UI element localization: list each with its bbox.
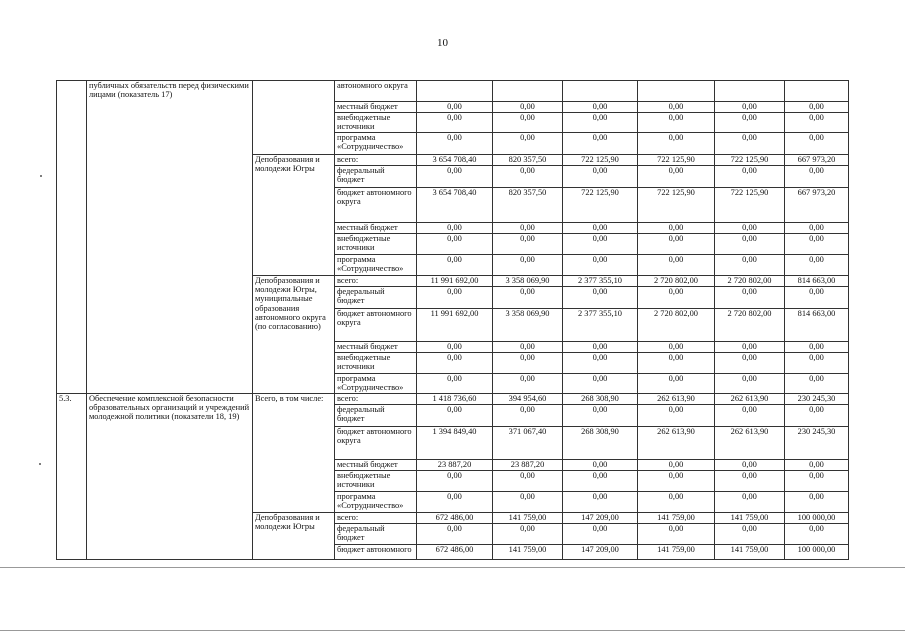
amount-cell: 0,00 bbox=[715, 460, 785, 471]
amount-cell: 722 125,90 bbox=[563, 155, 638, 166]
amount-cell: 262 613,90 bbox=[715, 394, 785, 405]
amount-cell: 0,00 bbox=[563, 223, 638, 234]
amount-cell: 2 720 802,00 bbox=[638, 276, 715, 287]
amount-cell: 0,00 bbox=[493, 353, 563, 374]
amount-cell: 722 125,90 bbox=[638, 155, 715, 166]
funding-source-cell: местный бюджет bbox=[335, 460, 417, 471]
amount-cell: 0,00 bbox=[563, 492, 638, 513]
table-row bbox=[57, 81, 849, 102]
funding-source-cell: внебюджетные источники bbox=[335, 471, 417, 492]
amount-cell: 11 991 692,00 bbox=[417, 309, 493, 342]
amount-cell: 147 209,00 bbox=[563, 513, 638, 524]
amount-cell: 2 720 802,00 bbox=[715, 309, 785, 342]
amount-cell: 0,00 bbox=[785, 166, 849, 188]
amount-cell: 0,00 bbox=[785, 287, 849, 309]
amount-cell: 0,00 bbox=[563, 524, 638, 545]
amount-cell: 0,00 bbox=[417, 492, 493, 513]
amount-cell: 0,00 bbox=[563, 374, 638, 394]
amount-cell: 141 759,00 bbox=[638, 513, 715, 524]
funding-source-cell: программа «Сотрудничество» bbox=[335, 133, 417, 155]
amount-cell: 230 245,30 bbox=[785, 427, 849, 460]
amount-cell: 0,00 bbox=[785, 353, 849, 374]
amount-cell: 3 358 069,90 bbox=[493, 276, 563, 287]
amount-cell: 0,00 bbox=[493, 223, 563, 234]
amount-cell: 141 759,00 bbox=[493, 513, 563, 524]
amount-cell: 0,00 bbox=[638, 255, 715, 276]
amount-cell: 3 358 069,90 bbox=[493, 309, 563, 342]
amount-cell: 722 125,90 bbox=[638, 188, 715, 223]
funding-source-cell: бюджет автономного bbox=[335, 545, 417, 560]
amount-cell: 0,00 bbox=[715, 405, 785, 427]
amount-cell: 0,00 bbox=[563, 342, 638, 353]
table-row bbox=[57, 394, 849, 405]
amount-cell: 0,00 bbox=[785, 524, 849, 545]
amount-cell: 2 377 355,10 bbox=[563, 309, 638, 342]
amount-cell: 0,00 bbox=[417, 223, 493, 234]
amount-cell: 0,00 bbox=[715, 166, 785, 188]
funding-source-cell: внебюджетные источники bbox=[335, 353, 417, 374]
amount-cell: 268 308,90 bbox=[563, 427, 638, 460]
amount-cell: 0,00 bbox=[638, 113, 715, 133]
amount-cell: 141 759,00 bbox=[715, 545, 785, 560]
amount-cell: 100 000,00 bbox=[785, 545, 849, 560]
amount-cell: 0,00 bbox=[417, 374, 493, 394]
funding-source-cell: бюджет автономного округа bbox=[335, 188, 417, 223]
amount-cell: 0,00 bbox=[785, 471, 849, 492]
responsible-executor-cell: Депобразования и молодежи Югры bbox=[253, 155, 335, 276]
amount-cell: 0,00 bbox=[417, 133, 493, 155]
funding-source-cell: всего: bbox=[335, 276, 417, 287]
amount-cell: 0,00 bbox=[493, 374, 563, 394]
budget-table-sheet bbox=[56, 80, 849, 560]
amount-cell: 23 887,20 bbox=[417, 460, 493, 471]
funding-source-cell: автономного округа bbox=[335, 81, 417, 102]
scan-edge-line bbox=[0, 567, 905, 568]
amount-cell: 0,00 bbox=[417, 342, 493, 353]
funding-source-cell: федеральный бюджет bbox=[335, 524, 417, 545]
amount-cell: 0,00 bbox=[493, 255, 563, 276]
amount-cell bbox=[493, 81, 563, 102]
amount-cell: 0,00 bbox=[493, 405, 563, 427]
amount-cell: 0,00 bbox=[493, 234, 563, 255]
amount-cell: 814 663,00 bbox=[785, 276, 849, 287]
amount-cell: 371 067,40 bbox=[493, 427, 563, 460]
row-number-cell bbox=[57, 81, 87, 394]
amount-cell: 0,00 bbox=[715, 234, 785, 255]
amount-cell: 0,00 bbox=[493, 492, 563, 513]
funding-source-cell: федеральный бюджет bbox=[335, 405, 417, 427]
amount-cell: 230 245,30 bbox=[785, 394, 849, 405]
amount-cell: 0,00 bbox=[563, 113, 638, 133]
amount-cell: 0,00 bbox=[715, 374, 785, 394]
amount-cell: 0,00 bbox=[417, 255, 493, 276]
amount-cell: 672 486,00 bbox=[417, 545, 493, 560]
amount-cell: 0,00 bbox=[563, 287, 638, 309]
funding-source-cell: местный бюджет bbox=[335, 223, 417, 234]
amount-cell: 262 613,90 bbox=[638, 394, 715, 405]
amount-cell: 0,00 bbox=[638, 405, 715, 427]
amount-cell: 0,00 bbox=[638, 492, 715, 513]
amount-cell: 0,00 bbox=[493, 102, 563, 113]
amount-cell bbox=[638, 81, 715, 102]
amount-cell: 0,00 bbox=[563, 405, 638, 427]
amount-cell: 0,00 bbox=[715, 492, 785, 513]
amount-cell: 0,00 bbox=[417, 471, 493, 492]
amount-cell: 0,00 bbox=[638, 234, 715, 255]
funding-source-cell: внебюджетные источники bbox=[335, 234, 417, 255]
amount-cell: 0,00 bbox=[638, 374, 715, 394]
amount-cell: 0,00 bbox=[417, 166, 493, 188]
amount-cell: 3 654 708,40 bbox=[417, 155, 493, 166]
amount-cell: 0,00 bbox=[638, 223, 715, 234]
responsible-executor-cell: Депобразования и молодежи Югры, муниципальные образования автономного округа (по согласованию) bbox=[253, 276, 335, 394]
amount-cell: 0,00 bbox=[638, 471, 715, 492]
responsible-executor-cell: Всего, в том числе: bbox=[253, 394, 335, 513]
amount-cell: 0,00 bbox=[715, 342, 785, 353]
amount-cell: 0,00 bbox=[715, 524, 785, 545]
amount-cell: 0,00 bbox=[638, 342, 715, 353]
row-number-cell: 5.3. bbox=[57, 394, 87, 560]
amount-cell: 0,00 bbox=[785, 460, 849, 471]
page-number: 10 bbox=[437, 37, 448, 49]
amount-cell: 3 654 708,40 bbox=[417, 188, 493, 223]
amount-cell: 0,00 bbox=[785, 492, 849, 513]
amount-cell: 0,00 bbox=[493, 524, 563, 545]
funding-source-cell: внебюджетные источники bbox=[335, 113, 417, 133]
amount-cell: 394 954,60 bbox=[493, 394, 563, 405]
amount-cell: 0,00 bbox=[785, 234, 849, 255]
amount-cell: 820 357,50 bbox=[493, 188, 563, 223]
amount-cell: 0,00 bbox=[563, 255, 638, 276]
amount-cell: 0,00 bbox=[563, 133, 638, 155]
funding-source-cell: федеральный бюджет bbox=[335, 287, 417, 309]
funding-source-cell: всего: bbox=[335, 394, 417, 405]
amount-cell: 722 125,90 bbox=[715, 188, 785, 223]
amount-cell: 0,00 bbox=[638, 166, 715, 188]
amount-cell bbox=[785, 81, 849, 102]
amount-cell: 0,00 bbox=[417, 353, 493, 374]
amount-cell: 268 308,90 bbox=[563, 394, 638, 405]
amount-cell: 0,00 bbox=[638, 133, 715, 155]
amount-cell: 262 613,90 bbox=[715, 427, 785, 460]
funding-source-cell: бюджет автономного округа bbox=[335, 427, 417, 460]
amount-cell: 0,00 bbox=[493, 287, 563, 309]
amount-cell: 0,00 bbox=[785, 223, 849, 234]
amount-cell: 0,00 bbox=[715, 223, 785, 234]
funding-source-cell: местный бюджет bbox=[335, 102, 417, 113]
funding-source-cell: федеральный бюджет bbox=[335, 166, 417, 188]
amount-cell: 672 486,00 bbox=[417, 513, 493, 524]
amount-cell: 141 759,00 bbox=[715, 513, 785, 524]
budget-table bbox=[56, 80, 849, 560]
amount-cell: 0,00 bbox=[785, 133, 849, 155]
amount-cell: 0,00 bbox=[638, 524, 715, 545]
amount-cell: 0,00 bbox=[785, 102, 849, 113]
amount-cell: 0,00 bbox=[493, 471, 563, 492]
amount-cell: 0,00 bbox=[638, 287, 715, 309]
amount-cell: 0,00 bbox=[563, 471, 638, 492]
amount-cell: 0,00 bbox=[715, 113, 785, 133]
amount-cell: 141 759,00 bbox=[493, 545, 563, 560]
responsible-executor-cell bbox=[253, 81, 335, 155]
amount-cell: 0,00 bbox=[493, 166, 563, 188]
scan-edge-line bbox=[0, 630, 905, 631]
amount-cell: 0,00 bbox=[715, 102, 785, 113]
amount-cell: 0,00 bbox=[715, 353, 785, 374]
amount-cell: 0,00 bbox=[563, 102, 638, 113]
amount-cell: 0,00 bbox=[715, 287, 785, 309]
amount-cell: 0,00 bbox=[638, 460, 715, 471]
amount-cell: 0,00 bbox=[638, 102, 715, 113]
amount-cell: 0,00 bbox=[417, 524, 493, 545]
amount-cell: 0,00 bbox=[417, 113, 493, 133]
amount-cell: 0,00 bbox=[785, 113, 849, 133]
funding-source-cell: программа «Сотрудничество» bbox=[335, 255, 417, 276]
amount-cell: 1 418 736,60 bbox=[417, 394, 493, 405]
amount-cell bbox=[563, 81, 638, 102]
amount-cell: 722 125,90 bbox=[715, 155, 785, 166]
funding-source-cell: программа «Сотрудничество» bbox=[335, 374, 417, 394]
amount-cell: 0,00 bbox=[417, 405, 493, 427]
amount-cell bbox=[417, 81, 493, 102]
activity-description-cell: публичных обязательств перед физическими лицами (показатель 17) bbox=[87, 81, 253, 394]
amount-cell: 814 663,00 bbox=[785, 309, 849, 342]
funding-source-cell: бюджет автономного округа bbox=[335, 309, 417, 342]
amount-cell: 0,00 bbox=[417, 287, 493, 309]
amount-cell: 820 357,50 bbox=[493, 155, 563, 166]
amount-cell: 0,00 bbox=[563, 353, 638, 374]
amount-cell: 262 613,90 bbox=[638, 427, 715, 460]
amount-cell: 0,00 bbox=[785, 374, 849, 394]
amount-cell: 0,00 bbox=[563, 166, 638, 188]
amount-cell: 11 991 692,00 bbox=[417, 276, 493, 287]
amount-cell: 722 125,90 bbox=[563, 188, 638, 223]
amount-cell: 0,00 bbox=[785, 405, 849, 427]
amount-cell: 0,00 bbox=[563, 460, 638, 471]
responsible-executor-cell: Депобразования и молодежи Югры bbox=[253, 513, 335, 560]
amount-cell: 0,00 bbox=[785, 342, 849, 353]
funding-source-cell: программа «Сотрудничество» bbox=[335, 492, 417, 513]
amount-cell: 0,00 bbox=[715, 471, 785, 492]
amount-cell: 667 973,20 bbox=[785, 188, 849, 223]
amount-cell: 147 209,00 bbox=[563, 545, 638, 560]
amount-cell: 2 720 802,00 bbox=[715, 276, 785, 287]
funding-source-cell: всего: bbox=[335, 513, 417, 524]
amount-cell: 23 887,20 bbox=[493, 460, 563, 471]
amount-cell bbox=[715, 81, 785, 102]
funding-source-cell: всего: bbox=[335, 155, 417, 166]
amount-cell: 0,00 bbox=[493, 342, 563, 353]
amount-cell: 0,00 bbox=[715, 133, 785, 155]
amount-cell: 1 394 849,40 bbox=[417, 427, 493, 460]
amount-cell: 0,00 bbox=[715, 255, 785, 276]
amount-cell: 0,00 bbox=[563, 234, 638, 255]
amount-cell: 667 973,20 bbox=[785, 155, 849, 166]
amount-cell: 100 000,00 bbox=[785, 513, 849, 524]
amount-cell: 0,00 bbox=[417, 102, 493, 113]
amount-cell: 2 720 802,00 bbox=[638, 309, 715, 342]
amount-cell: 0,00 bbox=[493, 133, 563, 155]
amount-cell: 2 377 355,10 bbox=[563, 276, 638, 287]
amount-cell: 0,00 bbox=[785, 255, 849, 276]
funding-source-cell: местный бюджет bbox=[335, 342, 417, 353]
scan-speck bbox=[39, 463, 41, 465]
amount-cell: 141 759,00 bbox=[638, 545, 715, 560]
activity-description-cell: Обеспечение комплексной безопасности образовательных организаций и учреждений молодежной политики (показатели 18, 19) bbox=[87, 394, 253, 560]
amount-cell: 0,00 bbox=[493, 113, 563, 133]
amount-cell: 0,00 bbox=[417, 234, 493, 255]
scan-speck bbox=[40, 175, 42, 177]
amount-cell: 0,00 bbox=[638, 353, 715, 374]
